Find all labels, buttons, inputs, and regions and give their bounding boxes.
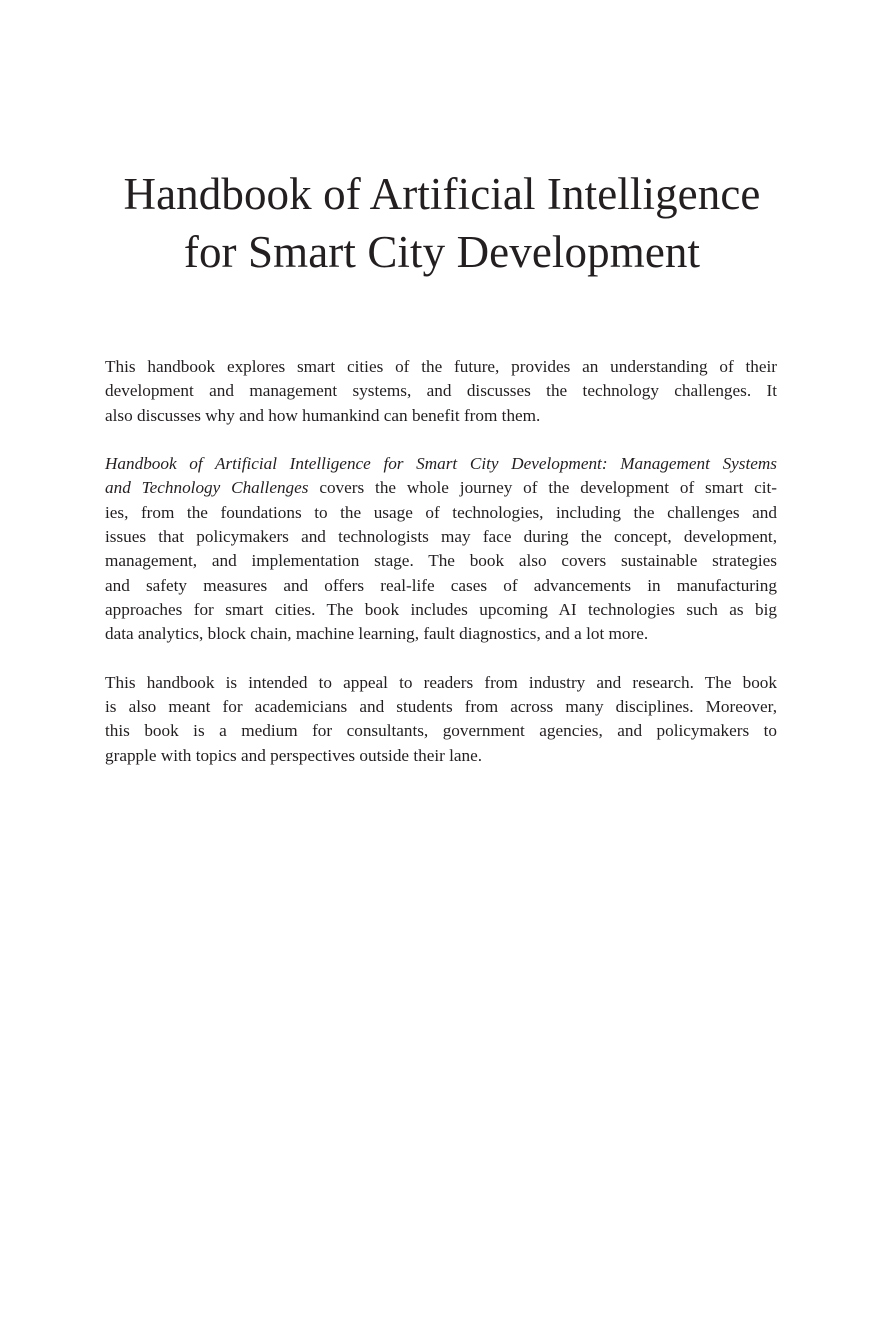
book-title-line-1: Handbook of Artificial Intelligence xyxy=(123,169,761,219)
book-description xyxy=(105,355,777,792)
text-line xyxy=(105,476,777,500)
description-paragraph-3 xyxy=(105,671,777,768)
book-full-title-italic: Handbook of Artificial Intelligence for Smart City Development: Management Systems xyxy=(105,454,777,474)
text-line: management, and implementation stage. The book also covers sustainable strategies xyxy=(105,551,777,571)
text-line: grapple with topics and perspectives outside their lane. xyxy=(105,745,483,765)
text-line: is also meant for academicians and students from across many disciplines. Moreover, xyxy=(105,697,777,717)
description-paragraph-1 xyxy=(105,355,777,428)
text-line-rest: covers the whole journey of the development of smart cit- xyxy=(308,478,777,498)
book-title xyxy=(60,165,824,281)
text-line: This handbook is intended to appeal to readers from industry and research. The book xyxy=(105,672,777,692)
text-line: data analytics, block chain, machine learning, fault diagnostics, and a lot more. xyxy=(105,624,649,644)
text-line: ies, from the foundations to the usage of technologies, including the challenges and xyxy=(105,502,777,522)
description-paragraph-2 xyxy=(105,452,777,646)
text-line: This handbook explores smart cities of the future, provides an understanding of their xyxy=(105,357,777,376)
text-line: approaches for smart cities. The book includes upcoming AI technologies such as big xyxy=(105,599,777,619)
text-line: issues that policymakers and technologists may face during the concept, development, xyxy=(105,527,777,547)
text-line: development and management systems, and discusses the technology challenges. It xyxy=(105,381,777,401)
text-line: also discusses why and how humankind can benefit from them. xyxy=(105,405,541,425)
text-line: this book is a medium for consultants, government agencies, and policymakers to xyxy=(105,721,777,741)
book-title-line-2: for Smart City Development xyxy=(183,227,701,277)
text-line: and safety measures and offers real-life cases of advancements in manufacturing xyxy=(105,575,777,595)
book-full-title-italic-end: and Technology Challenges xyxy=(105,478,309,498)
